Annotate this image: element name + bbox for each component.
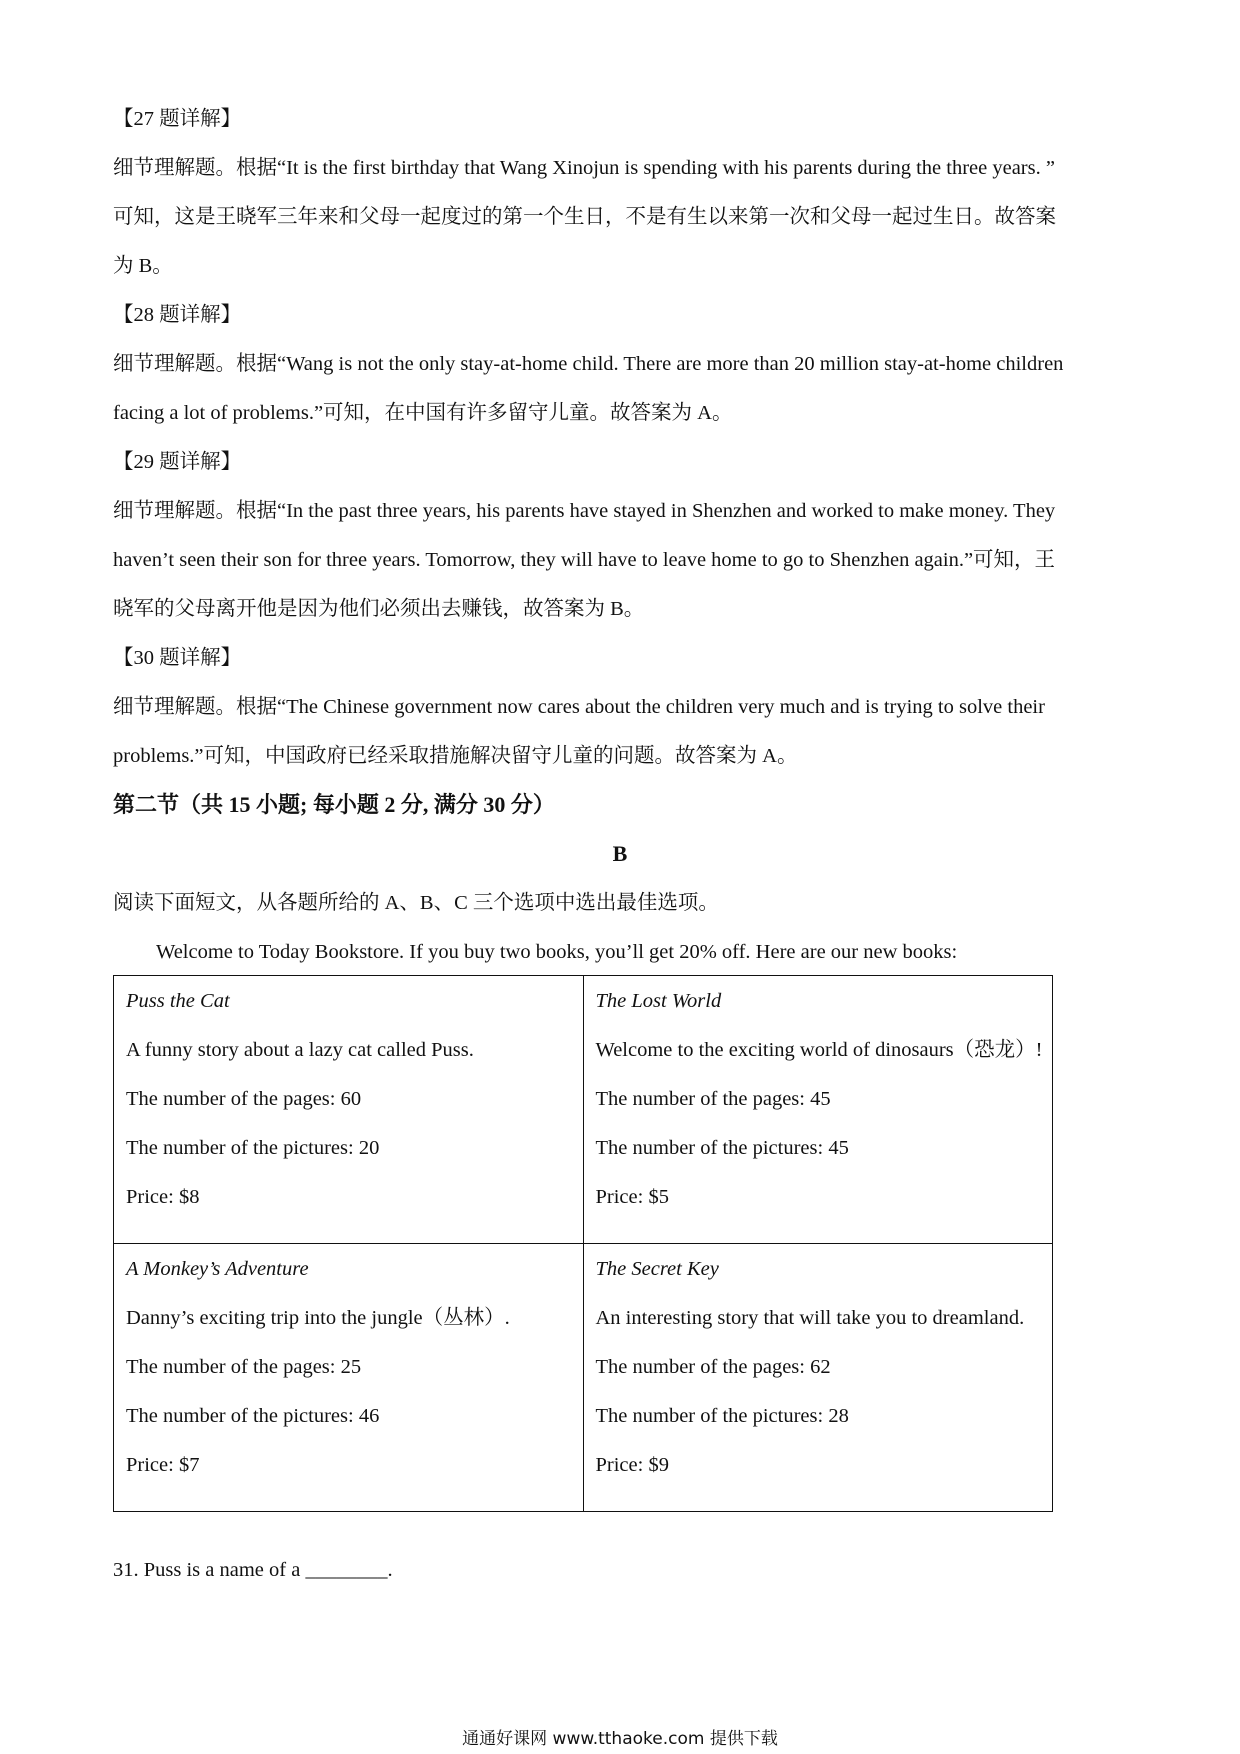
q28-header: 【28 题详解】	[113, 304, 242, 326]
book-price: Price: $8	[126, 1186, 200, 1208]
book-pictures: The number of the pictures: 46	[126, 1405, 380, 1427]
book-title: A Monkey’s Adventure	[126, 1258, 309, 1280]
book-price: Price: $7	[126, 1454, 200, 1476]
q28-line-1: 细节理解题。根据“Wang is not the only stay-at-home child. There are more than 20 million stay-at-home children	[113, 353, 1064, 375]
q27-header: 【27 题详解】	[113, 108, 242, 130]
passage-letter: B	[612, 841, 628, 866]
q29-line-1: 细节理解题。根据“In the past three years, his parents have stayed in Shenzhen and worked to make money. They	[113, 500, 1056, 522]
q30-header: 【30 题详解】	[113, 647, 242, 669]
book-pages: The number of the pages: 25	[126, 1356, 362, 1378]
books-table	[113, 975, 1053, 1512]
table-row	[114, 976, 1053, 1244]
table-row	[114, 1244, 1053, 1512]
book-cell	[114, 976, 584, 1244]
book-price: Price: $9	[595, 1454, 669, 1476]
book-title: The Secret Key	[595, 1258, 719, 1280]
book-title: The Lost World	[595, 990, 722, 1012]
section-instruction: 阅读下面短文，从各题所给的 A、B、C 三个选项中选出最佳选项。	[113, 892, 719, 914]
book-pictures: The number of the pictures: 20	[126, 1137, 380, 1159]
q27-line-1: 细节理解题。根据“It is the first birthday that Wang Xinojun is spending with his parents during the three years. ”	[113, 157, 1055, 179]
q30-line-1: 细节理解题。根据“The Chinese government now cares about the children very much and is trying to solve their	[113, 696, 1045, 718]
book-cell	[114, 1244, 584, 1512]
q27-line-2: 可知，这是王晓军三年来和父母一起度过的第一个生日，不是有生以来第一次和父母一起过生日。故答案	[113, 206, 1056, 228]
q27-line-3: 为 B。	[113, 255, 173, 277]
book-description: A funny story about a lazy cat called Puss.	[126, 1039, 474, 1061]
question-31: 31. Puss is a name of a ________.	[113, 1559, 393, 1581]
section-title: 第二节（共 15 小题; 每小题 2 分, 满分 30 分）	[113, 792, 555, 817]
book-price: Price: $5	[595, 1186, 669, 1208]
book-pages: The number of the pages: 45	[595, 1088, 831, 1110]
book-pages: The number of the pages: 62	[595, 1356, 831, 1378]
book-title: Puss the Cat	[126, 990, 230, 1012]
q30-line-2: problems.”可知，中国政府已经采取措施解决留守儿童的问题。故答案为 A。	[113, 745, 798, 767]
book-pages: The number of the pages: 60	[126, 1088, 362, 1110]
book-description: Danny’s exciting trip into the jungle（丛林）.	[126, 1307, 510, 1329]
book-pictures: The number of the pictures: 28	[595, 1405, 849, 1427]
q29-line-3: 晓军的父母离开他是因为他们必须出去赚钱，故答案为 B。	[113, 598, 645, 620]
book-pictures: The number of the pictures: 45	[595, 1137, 849, 1159]
passage-intro: Welcome to Today Bookstore. If you buy two books, you’ll get 20% off. Here are our new books:	[156, 941, 958, 963]
book-description: An interesting story that will take you to dreamland.	[595, 1307, 1025, 1329]
q29-line-2: haven’t seen their son for three years. Tomorrow, they will have to leave home to go to Shenzhen again.”可知，王	[113, 549, 1056, 571]
book-cell	[583, 976, 1053, 1244]
q28-line-2: facing a lot of problems.”可知，在中国有许多留守儿童。故答案为 A。	[113, 402, 733, 424]
page-footer[interactable]: 通通好课网 www.tthaoke.com 提供下载	[462, 1729, 778, 1749]
q29-header: 【29 题详解】	[113, 451, 242, 473]
book-cell	[583, 1244, 1053, 1512]
book-description: Welcome to the exciting world of dinosaurs（恐龙）!	[595, 1039, 1043, 1061]
